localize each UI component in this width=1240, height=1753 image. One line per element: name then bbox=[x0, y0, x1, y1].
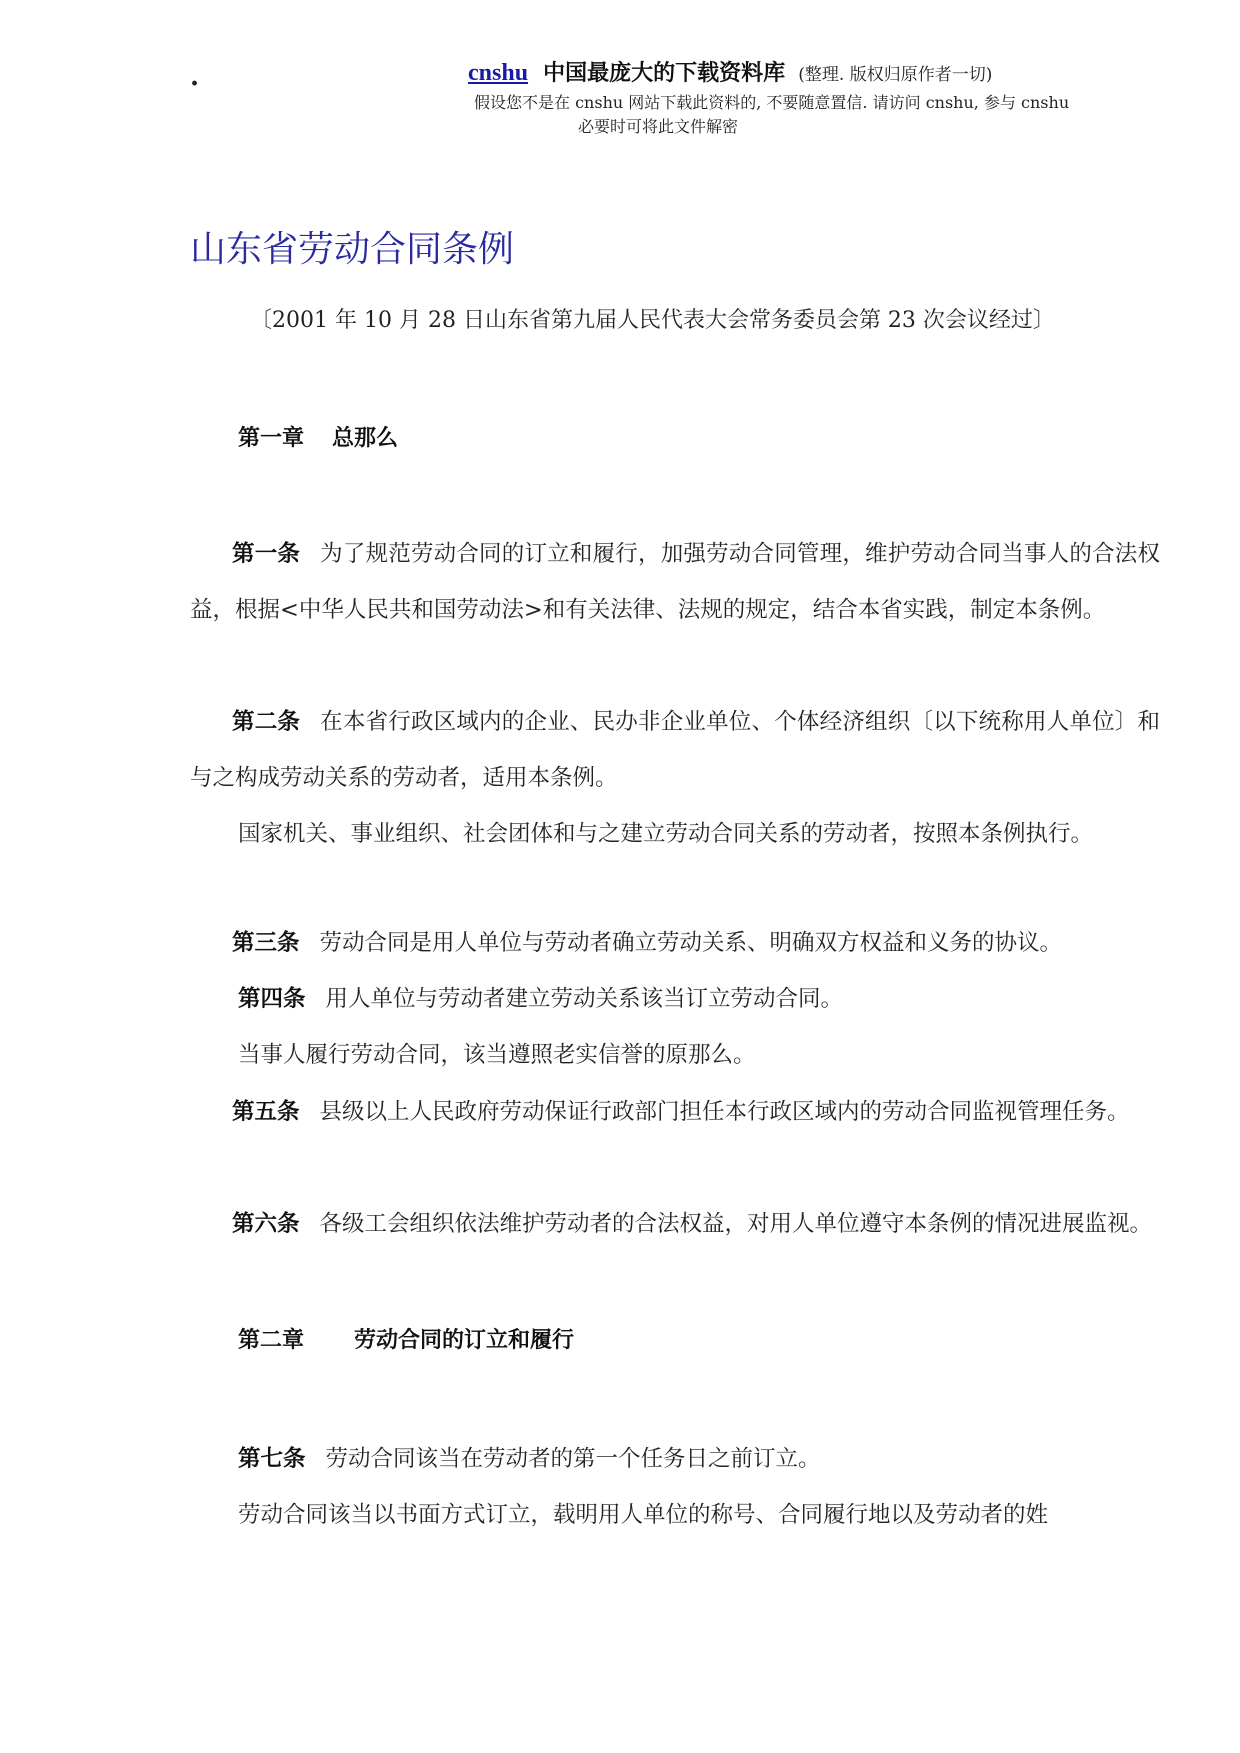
site-header bbox=[468, 58, 992, 90]
article-5-text: 县级以上人民政府劳动保证行政部门担任本行政区域内的劳动合同监视管理任务。 bbox=[319, 1099, 1130, 1125]
article-6-text: 各级工会组织依法维护劳动者的合法权益，对用人单位遵守本条例的情况进展监视。 bbox=[319, 1211, 1153, 1237]
article-7-paragraph-2: 劳动合同该当以书面方式订立，载明用人单位的称号、合同履行地以及劳动者的姓 bbox=[238, 1502, 1049, 1528]
article-7 bbox=[238, 1444, 821, 1474]
chapter-2-number: 第二章 bbox=[238, 1328, 305, 1353]
article-1 bbox=[190, 526, 1160, 638]
disclaimer-line-1: 假设您不是在 cnshu 网站下载此资料的, 不要随意置信. 请访问 cnshu, 参与 cnshu bbox=[474, 93, 1070, 112]
article-2 bbox=[190, 694, 1160, 806]
article-4-text: 用人单位与劳动者建立劳动关系该当订立劳动合同。 bbox=[325, 986, 844, 1012]
article-6-label: 第六条 bbox=[232, 1211, 300, 1237]
article-5-label: 第五条 bbox=[232, 1099, 300, 1125]
site-title: 中国最庞大的下载资料库 bbox=[543, 61, 786, 86]
disclaimer-line-2: 必要时可将此文件解密 bbox=[578, 117, 739, 136]
article-2-paragraph-2: 国家机关、事业组织、社会团体和与之建立劳动合同关系的劳动者，按照本条例执行。 bbox=[238, 821, 1094, 847]
article-1-label: 第一条 bbox=[232, 541, 301, 567]
article-4-label: 第四条 bbox=[238, 986, 306, 1012]
document-subtitle: 〔2001 年 10 月 28 日山东省第九届人民代表大会常务委员会第 23 次会议经过〕 bbox=[250, 308, 1055, 333]
article-3 bbox=[232, 928, 1062, 958]
article-2-label: 第二条 bbox=[232, 709, 301, 735]
header-dot: . bbox=[190, 62, 200, 92]
chapter-1-heading bbox=[238, 424, 398, 454]
chapter-1-number: 第一章 bbox=[238, 426, 305, 451]
article-5 bbox=[190, 1084, 1160, 1140]
article-7-text: 劳动合同该当在劳动者的第一个任务日之前订立。 bbox=[325, 1446, 821, 1472]
chapter-2-heading bbox=[238, 1326, 574, 1356]
article-4 bbox=[238, 984, 843, 1014]
article-3-text: 劳动合同是用人单位与劳动者确立劳动关系、明确双方权益和义务的协议。 bbox=[319, 930, 1063, 956]
document-title: 山东省劳动合同条例 bbox=[190, 229, 515, 270]
article-7-label: 第七条 bbox=[238, 1446, 306, 1472]
article-4-paragraph-2: 当事人履行劳动合同，该当遵照老实信誉的原那么。 bbox=[238, 1042, 756, 1068]
article-3-label: 第三条 bbox=[232, 930, 300, 956]
chapter-1-name: 总那么 bbox=[332, 426, 399, 451]
site-link[interactable]: cnshu bbox=[468, 60, 529, 86]
article-6 bbox=[190, 1196, 1160, 1252]
article-1-text: 为了规范劳动合同的订立和履行，加强劳动合同管理，维护劳动合同当事人的合法权益，根据<中华人民共和国劳动法>和有关法律、法规的规定，结合本省实践，制定本条例。 bbox=[190, 541, 1160, 623]
chapter-2-name: 劳动合同的订立和履行 bbox=[354, 1328, 575, 1353]
site-note: (整理. 版权归原作者一切) bbox=[798, 65, 993, 85]
article-2-text: 在本省行政区域内的企业、民办非企业单位、个体经济组织〔以下统称用人单位〕和与之构成劳动关系的劳动者，适用本条例。 bbox=[190, 709, 1160, 791]
